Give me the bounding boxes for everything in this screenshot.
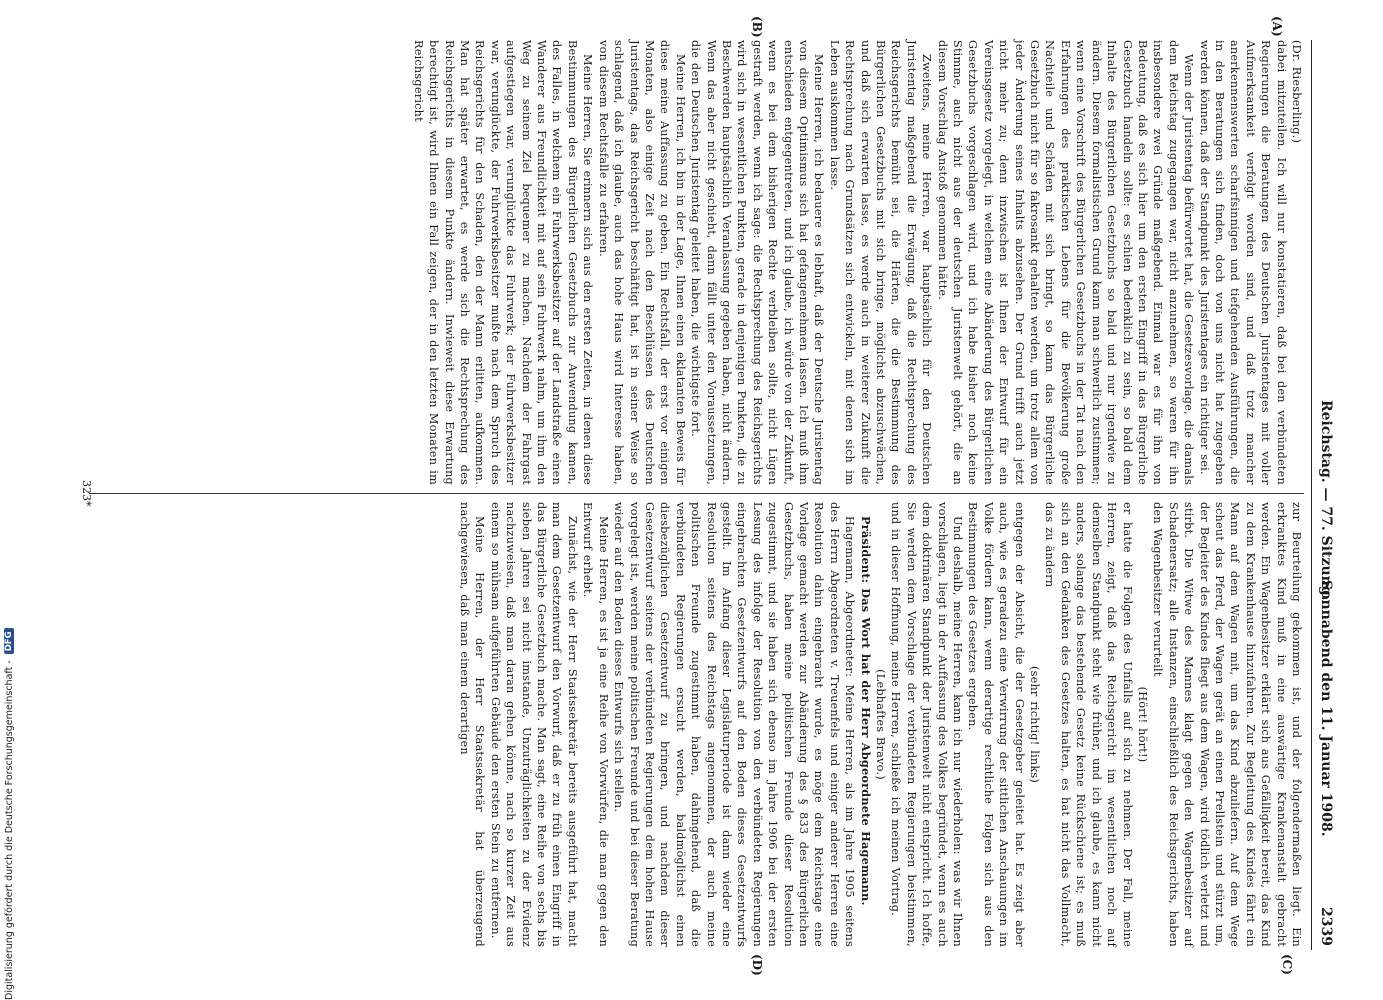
left-paragraph: Meine Herren, ich bin in der Lage, Ihnen einen eklatanten Beweis für diese meine Auffassung zu geben. Ein Rechtsfall, der erst vor einigen Monaten, also einige Zeit nach den Beschlüssen des Deutschen Juristentags, das Reichsgericht beschäftigt hat, ist in seiner Weise so schlagend, daß ich glaube, auch das hohe Haus wird Interesse haben, von diesem Rechtsfalle zu erfahren. [596,40,687,485]
dfg-logo: DFG [4,628,14,654]
right-paragraph: Meine Herren, der Herr Staatssekretär hat überzeugend nachgewiesen, daß man einem derartigen [458,502,487,947]
left-paragraph: dabei mitzuteilen. Ich will nur konstatieren, daß bei den verbündeten Regierungen die Beratungen des Deutschen Juristentages mit voller Aufmerksamkeit verfolgt worden sind, und daß trotz mancher anerkennenswerten scharfsinnigen und tiefgehenden Ausführungen, die in den Beratungen sich finden, doch von uns nicht hat zugegeben werden können, daß der Standpunkt des Juristentages ein richtiger sei. [1197,40,1288,485]
digitization-credit [2,440,16,1000]
margin-marker-d: (D) [750,954,764,976]
left-paragraph: Wenn der Juristentag befürwortet hat, die Gesetzesvorlage, die damals dem Reichstag zugegangen war, nicht anzunehmen, so waren für ihn insbesondere zwei Gründe maßgebend. Einmal war es für ihn von Bedeutung, daß es sich hier um den ersten Eingriff in das Bürgerliche Gesetzbuch handeln sollte: es schien bedenklich zu sein, so bald dem Inhalte des Bürgerlichen Gesetzbuchs so bald und nur irgendwie zu ändern. Diesem formalistischen Grund kann man schwerlich zustimmen; wenn eine Vorschrift des Bürgerlichen Gesetzbuchs in der Tat nach den Erfahrungen des praktischen Lebens für die Bevölkerung große Nachteile und Schäden mit sich bringt, so kann das Bürgerliche Gesetzbuch nicht für so fakrosankt gehalten werden, um trotz allem von jeder Änderung seines Inhalts abzusehen. Der Grund trifft auch jetzt nicht mehr zu; denn inzwischen ist Ihnen der Entwurf für ein Vereinsgesetz vorgelegt, in welchem eine Abänderung des Bürgerlichen Gesetzbuchs vorgeschlagen wird, und ich habe bisher noch keine Stimme, auch nicht aus der deutschen Juristenwelt gehört, die an diesem Vorschlag Anstoß genommen hätte. [935,40,1196,485]
left-paragraph: Zweitens, meine Herren, war hauptsächlich für den Deutschen Juristentag maßgebend die Erwägung, daß die Rechtsprechung des Reichsgerichts bemüht sei, die Härten, die die Bestimmung des Bürgerlichen Gesetzbuchs mit sich bringe, möglichst abzuschwächen, und daß sich erwarten lasse, es werde auch in weiterer Zukunft die Rechtsprechung nach Grundsätzen sich entwickeln, mit denen sich im Leben auskommen lasse. [827,40,934,485]
right-paragraph: Hagemann, Abgeordneter: Meine Herren, als im Jahre 1905 seitens des Herrn Abgeordneten v. Treuenfels und einiger anderer Herren eine Resolution dahin eingebracht wurde, es möge dem Reichstage eine Vorlage gemacht werden zur Abänderung des § 833 des Bürgerlichen Gesetzbuchs, haben meine politischen Freunde dieser Resolution zugestimmt, und sie haben sich ebenso im Jahre 1906 bei der ersten Lesung des infolge der Resolution von den verbündeten Regierungen eingebrachten Gesetzentwurfs auf den Boden dieses Gesetzentwurfs gestellt. Im Anfang dieser Legislaturperiode ist dann wieder eine Resolution seitens des Reichstags angenommen, der auch meine politischen Freunde zugestimmt haben, dahingehend, daß die verbündeten Regierungen ersucht werden, baldmöglichst einen diesbezüglichen Gesetzentwurf zu bringen, und nachdem dieser Gesetzentwurf seitens der verbündeten Regierungen dem hohen Hause vorgelegt ist, werden meine politischen Freunde und bei dieser Beratung wieder auf den Boden dieses Entwurfs sich stellen. [612,502,857,947]
left-column [410,40,1304,485]
newspaper-page [60,16,1340,976]
sheet-signature: 323* [80,480,93,507]
right-paragraph: Zunächst, wie der Herr Staatssekretär bereits ausgeführt hat, macht man dem Gesetzentwurf den Vorwurf, daß er zu früh einen Eingriff in das Bürgerliche Gesetzbuch mache. Man sagt, eine Reihe von sechs bis sieben Jahren sei nicht imstande, Unzuträglichkeiten zu der Evidenz nachzuweisen, daß man daran gehen könne, nach so kurzer Zeit aus einem so mühsam aufgeführten Gebäude den ersten Stein zu entfernen. [488,502,579,947]
right-paragraph: Meine Herren, es ist ja eine Reihe von Vorwürfen, die man gegen den Entwurf erhebt. [581,502,610,947]
right-paragraph: zur Beurteilung gekommen ist, und der folgendermaßen liegt. Ein erkranktes Kind muß in eine auswärtige Krankenanstalt gebracht werden. Ein Wagenbesitzer erklärt sich aus Gefälligkeit bereit, das Kind zu dem Krankenhause hinzufahren. Zur Begleitung des Kindes fährt ein Mann auf dem Wagen mit, um das Kind abzuliefern. Auf dem Wege scheut das Pferd, der Wagen gerät an einen Prellstein und stürzt um, der Begleiter des Kindes fliegt aus dem Wagen, wird tödlich verletzt und stirbt. Die Witwe des Mannes klagt gegen den Wagenbesitzer auf Schadenersatz; alle Instanzen, einschließlich des Reichsgerichts, haben den Wagenbesitzer verurteilt [1151,502,1303,947]
page-header [1311,40,1340,950]
column-divider [89,493,1304,494]
right-column [457,502,1304,947]
page-number: 2339 [1318,907,1334,946]
left-paragraph: Meine Herren, Sie erinnern sich aus den ersten Zeiten, in denen diese Bestimmungen des Bürgerlichen Gesetzbuchs zur Anwendung kamen, des Falles, in welchem ein Fuhrwerksbesitzer auf der Landstraße einen Wanderer aus Freundlichkeit mit auf sein Fuhrwerk nahm, um ihm den Weg zu seinem Ziel bequemer zu machen. Nachdem der Fahrgast aufgestiegen war, verunglückte das Fuhrwerk; der Fuhrwerksbesitzer war, verunglückte, der Fuhrwerksbesitzer mußte nach dem Spruch des Reichsgerichts für den Schaden, den der Mann erlitten, aufkommen. Man hat später erwartet, es werde sich die Rechtsprechung des Reichsgerichts in diesem Punkte ändern. Inwieweit diese Erwartung berechtigt ist, wird Ihnen ein Fall zeigen, der in den letzten Monaten im Reichsgericht [411,40,595,485]
right-paragraph: Und deshalb, meine Herren, kann ich nur wiederholen: was wir Ihnen vorschlagen, liegt in der Auffassung des Volkes begründet, wenn es auch dem doktrinären Standpunkt der Juristenwelt nicht entspricht. Ich hoffe, Sie werden dem Vorschlage der verbündeten Regierungen beistimmen, und in dieser Hoffnung, meine Herren, schließe ich meinen Vortrag. [889,502,965,947]
right-paragraph: er hatte die Folgen des Unfalls auf sich zu nehmen. Der Fall, meine Herren, zeigt, daß das Reichsgericht im wesentlichen noch auf demselben Standpunkt steht wie früher, und ich glaube, es kann nicht anders, solange das bestehende Gesetz keine Rückschiene ist; es muß sich an den Gedanken des Gesetzes halten, es hat nicht das Vollmacht, das zu ändern [1043,502,1134,947]
left-paragraph: (Dr. Riesberling.) [1290,40,1303,144]
right-paragraph: entgegen der Absicht, die der Gesetzgeber geleitet hat. Es zeigt aber auch, wie es geradezu eine Verwirrung der sittlichen Anschauungen im Volke fördern kann, wenn derartige rechtliche Folgen sich aus den Bestimmungen des Gesetzes ergeben. [966,502,1026,947]
session-date: Sonnabend den 11. Januar 1908. [1318,580,1334,837]
right-paragraph: (Lebhaftes Bravo.) [874,669,888,780]
right-paragraph: Präsident: Das Wort hat der Herr Abgeordnete Hagemann. [858,516,873,906]
margin-marker-b: (B) [750,16,764,38]
right-paragraph: (sehr richtig! links) [1028,665,1042,784]
margin-marker-c: (C) [1280,954,1294,975]
left-paragraph: Meine Herren, ich bedauere es lebhaft, daß der Deutsche Juristentag von diesem Optimismus sich hat gefangennehmen lassen. Ich muß ihm entschieden entgegentreten, und ich glaube, ich würde von der Zukunft, wenn es bei dem bisherigen Rechte verbleiben sollte, nicht Lügen gestraft werden, wenn ich sage: die Rechtsprechung des Reichsgerichts wird sich in wesentlichen Punkten, gerade in denjenigen Punkten, die zu Beschwerden hauptsächlich Veranlassung gegeben haben, nicht ändern. Wenn das aber nicht geschieht, dann fällt unter den Voraussetzungen, die den Deutschen Juristentag geleitet haben, die wichtigste fort. [689,40,826,485]
session-title: Reichstag. — 77. Sitzung. [1318,400,1334,601]
right-paragraph: (Hört! hört!) [1135,686,1149,763]
credit-text: Digitalisierung gefördert durch die Deutsche Forschungsgemeinschaft - [3,660,15,1000]
margin-marker-a: (A) [1270,16,1284,37]
